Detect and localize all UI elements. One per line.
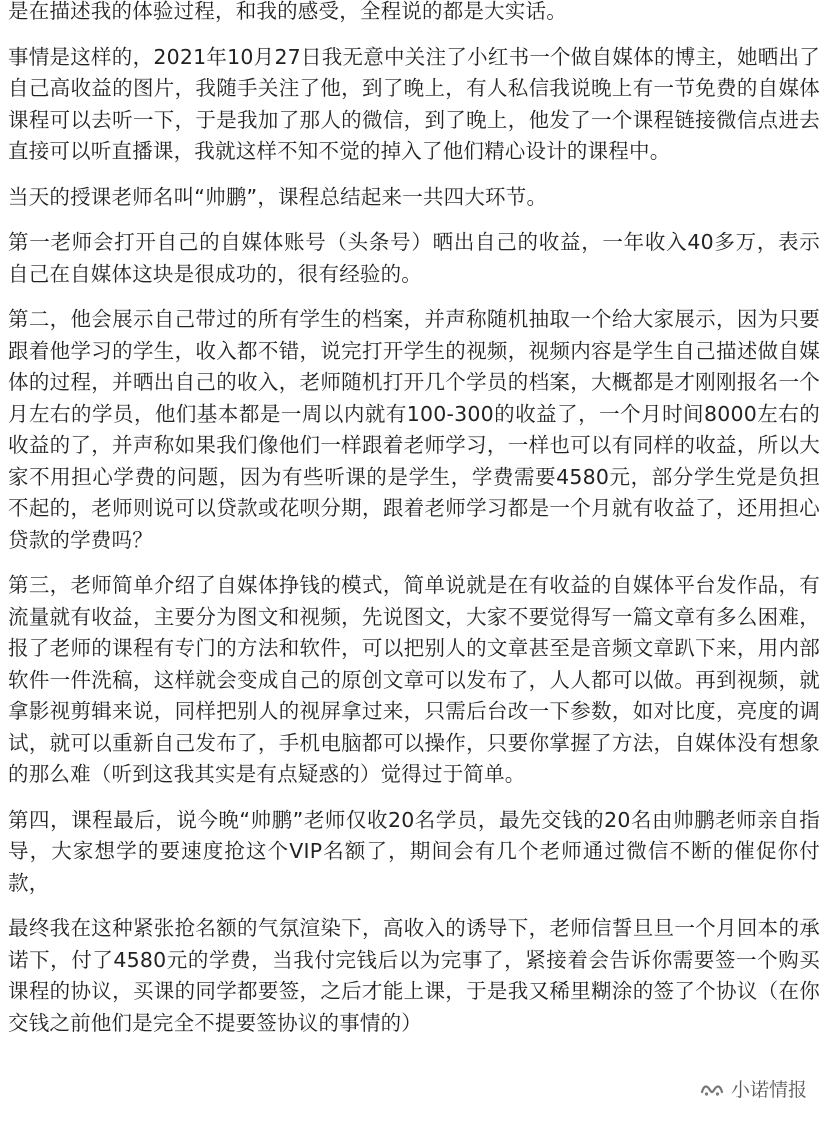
wechat-channel-icon (699, 1078, 725, 1100)
watermark-text: 小诺情报 (730, 1079, 807, 1101)
paragraph-conclusion: 最终我在这种紧张抢名额的气氛渲染下，高收入的诱导下，老师信誓旦旦一个月回本的承诺下，付了4580元的学费，当我付完钱后以为完事了，紧接着会告诉你需要签一个购买课程的协议，买课的同学都要签，之后才能上课，于是我又稀里糊涂的签了个协议（在你交钱之前他们是完全不提要签协议的事情的） (8, 916, 820, 1035)
paragraph-teacher: 当天的授课老师名叫“帅鹏”，课程总结起来一共四大环节。 (8, 184, 548, 209)
paragraph-step-three: 第三，老师简单介绍了自媒体挣钱的模式，简单说就是在有收益的自媒体平台发作品，有流量就有收益，主要分为图文和视频，先说图文，大家不要觉得写一篇文章有多么困难，报了老师的课程有专门的方法和软件，可以把别人的文章甚至是音频文章趴下来，用内部软件一件洗稿，这样就会变成自己的原创文章可以发布了，人人都可以做。再到视频，就拿影视剪辑来说，同样把别人的视屏拿过来，只需后台改一下参数，如对比度，亮度的调试，就可以重新自己发布了，手机电脑都可以操作，只要你掌握了方法，自媒体没有想象的那么难（听到这我其实是有点疑惑的）觉得过于简单。 (8, 573, 820, 786)
article-body (8, 0, 820, 1039)
paragraph-intro: 是在描述我的体验过程，和我的感受，全程说的都是大实话。 (8, 0, 567, 23)
paragraph-background: 事情是这样的，2021年10月27日我无意中关注了小红书一个做自媒体的博主，她晒出了自己高收益的图片，我随手关注了他，到了晚上，有人私信我说晚上有一节免费的自媒体课程可以去听一下，于是我加了那人的微信，到了晚上，他发了一个课程链接微信点进去直接可以听直播课，我就这样不知不觉的掉入了他们精心设计的课程中。 (8, 44, 820, 163)
watermark (697, 1075, 809, 1102)
paragraph-step-one: 第一老师会打开自己的自媒体账号（头条号）晒出自己的收益，一年收入40多万，表示自己在自媒体这块是很成功的，很有经验的。 (8, 230, 820, 286)
paragraph-step-two: 第二，他会展示自己带过的所有学生的档案，并声称随机抽取一个给大家展示，因为只要跟着他学习的学生，收入都不错，说完打开学生的视频，视频内容是学生自己描述做自媒体的过程，并晒出自己的收入，老师随机打开几个学员的档案，大概都是才刚刚报名一个月左右的学员，他们基本都是一周以内就有100-300的收益了，一个月时间8000左右的收益的了，并声称如果我们像他们一样跟着老师学习，一样也可以有同样的收益，所以大家不用担心学费的问题，因为有些听课的是学生，学费需要4580元，部分学生党是负担不起的，老师则说可以贷款或花呗分期，跟着老师学习都是一个月就有收益了，还用担心贷款的学费吗？ (8, 307, 820, 552)
paragraph-step-four: 第四，课程最后，说今晚“帅鹏”老师仅收20名学员，最先交钱的20名由帅鹏老师亲自指导，大家想学的要速度抢这个VIP名额了，期间会有几个老师通过微信不断的催促你付款， (8, 807, 821, 895)
